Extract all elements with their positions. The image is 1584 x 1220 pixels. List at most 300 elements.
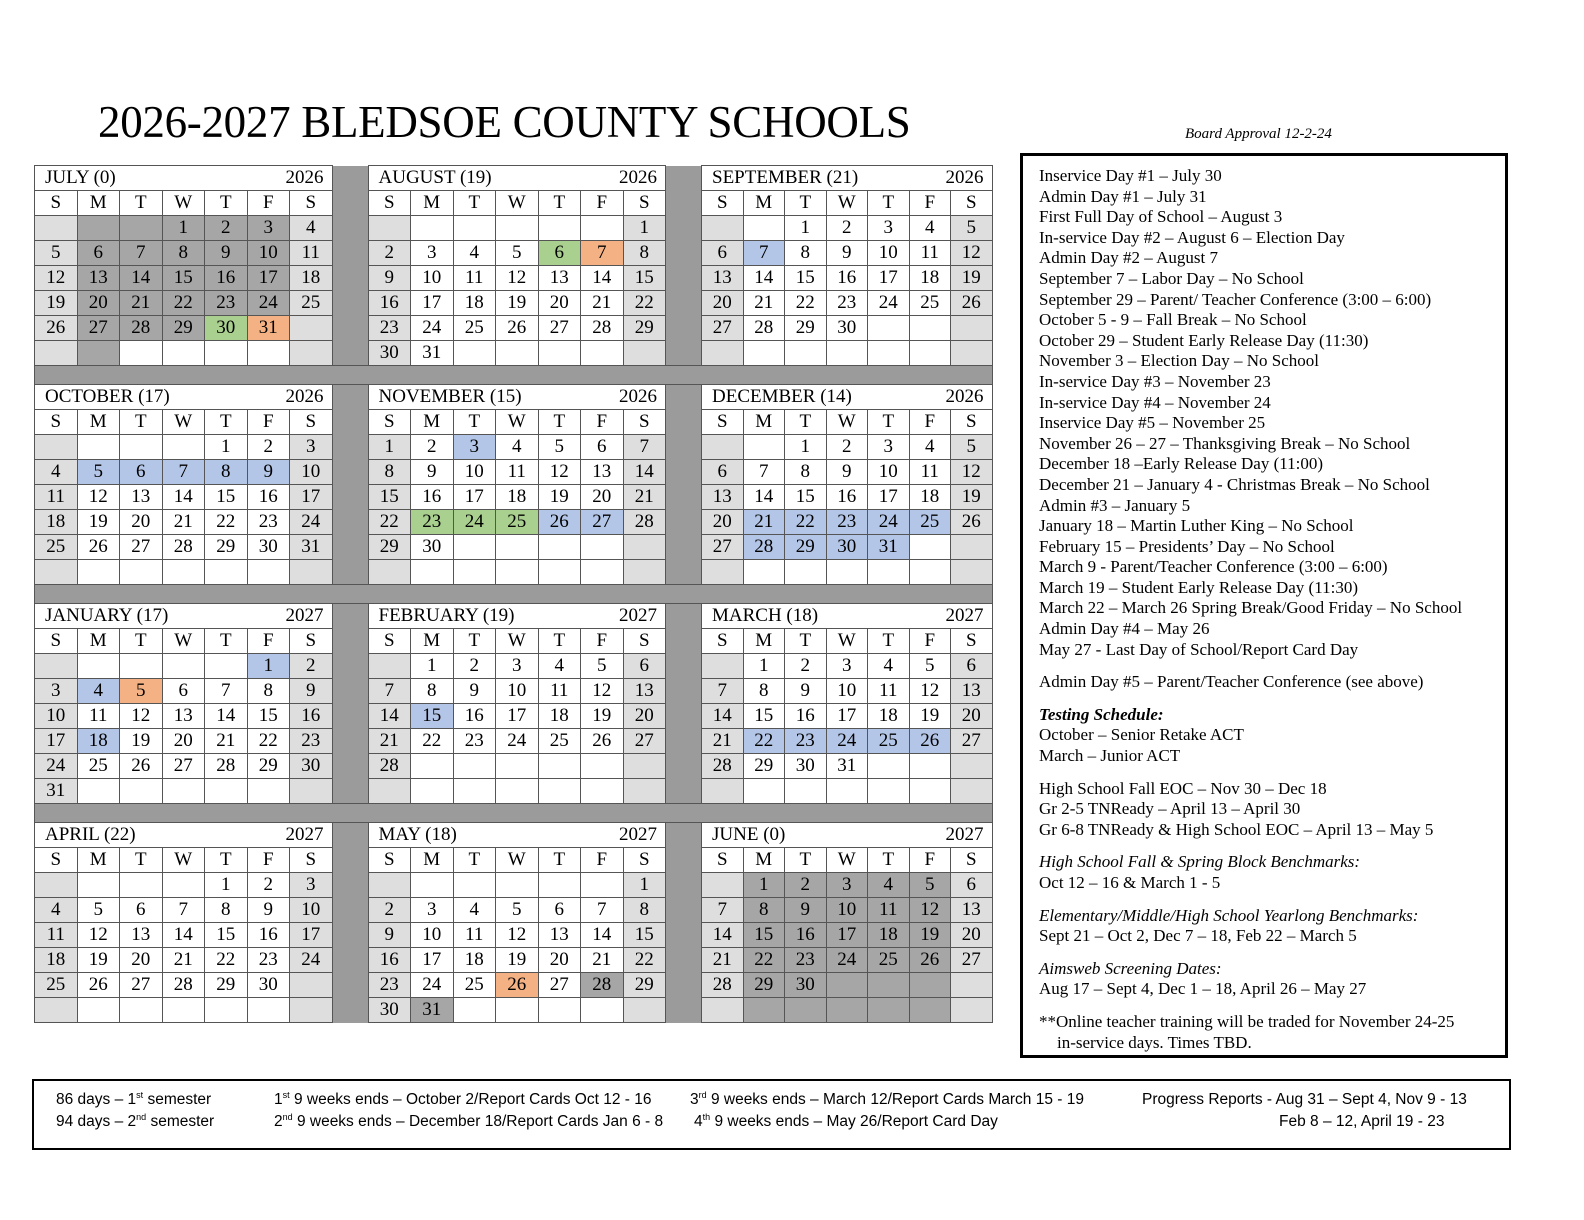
day-cell: 5 <box>496 898 539 923</box>
weekday-header: M <box>77 410 120 435</box>
day-cell: 7 <box>702 679 744 704</box>
day-cell: 13 <box>951 898 993 923</box>
day-cell <box>496 873 539 898</box>
day-cell: 3 <box>290 435 333 460</box>
day-cell: 31 <box>868 535 910 560</box>
day-cell: 27 <box>120 973 163 998</box>
day-cell: 24 <box>290 510 333 535</box>
day-cell: 21 <box>623 485 666 510</box>
month-name: MARCH (18) <box>712 605 819 626</box>
day-cell: 14 <box>120 266 163 291</box>
note-line: Aug 17 – Sept 4, Dec 1 – 18, April 26 – May 27 <box>1039 979 1367 999</box>
semester-2-days: 94 days – 2nd semester <box>56 1111 215 1130</box>
day-cell <box>581 754 624 779</box>
day-cell <box>77 654 120 679</box>
day-cell <box>77 873 120 898</box>
note-line: October 5 - 9 – Fall Break – No School <box>1039 310 1307 330</box>
day-cell: 24 <box>826 729 868 754</box>
day-cell: 9 <box>368 923 411 948</box>
day-cell <box>951 535 993 560</box>
day-cell: 15 <box>785 266 827 291</box>
note-line: Aimsweb Screening Dates: <box>1039 958 1222 978</box>
day-cell <box>411 216 454 241</box>
month-title <box>368 604 666 629</box>
day-cell: 6 <box>538 241 581 266</box>
month-title <box>702 604 993 629</box>
note-line: In-service Day #3 – November 23 <box>1039 371 1271 391</box>
day-cell: 3 <box>496 654 539 679</box>
day-cell: 30 <box>785 973 827 998</box>
day-cell: 17 <box>290 923 333 948</box>
column-separator <box>666 823 702 1023</box>
note-line: Inservice Day #5 – November 25 <box>1039 413 1266 433</box>
weekday-header: T <box>785 848 827 873</box>
day-cell: 2 <box>368 898 411 923</box>
day-cell: 1 <box>247 654 290 679</box>
day-cell: 19 <box>951 485 993 510</box>
note-line: May 27 - Last Day of School/Report Card Day <box>1039 639 1359 659</box>
day-cell: 28 <box>581 316 624 341</box>
day-cell: 10 <box>290 460 333 485</box>
day-cell: 26 <box>581 729 624 754</box>
day-cell <box>743 435 785 460</box>
day-cell: 24 <box>868 510 910 535</box>
day-cell: 4 <box>868 873 910 898</box>
day-cell <box>453 535 496 560</box>
day-cell: 31 <box>411 341 454 366</box>
note-line: High School Fall & Spring Block Benchmarks: <box>1039 852 1361 872</box>
day-cell: 14 <box>581 923 624 948</box>
day-cell <box>290 316 333 341</box>
month-name: AUGUST (19) <box>378 167 492 188</box>
day-cell: 2 <box>368 241 411 266</box>
day-cell: 25 <box>35 973 78 998</box>
weekday-header: W <box>162 191 205 216</box>
day-cell: 7 <box>205 679 248 704</box>
day-cell <box>623 535 666 560</box>
day-cell: 20 <box>702 510 744 535</box>
day-cell: 15 <box>368 485 411 510</box>
day-cell: 30 <box>247 535 290 560</box>
day-cell: 18 <box>453 948 496 973</box>
day-cell <box>581 535 624 560</box>
day-cell: 2 <box>453 654 496 679</box>
weekday-header: W <box>162 629 205 654</box>
day-cell: 7 <box>162 898 205 923</box>
day-cell <box>453 779 496 804</box>
day-cell: 4 <box>909 216 951 241</box>
day-cell: 4 <box>868 654 910 679</box>
day-cell <box>496 535 539 560</box>
day-cell: 16 <box>826 266 868 291</box>
day-cell: 25 <box>77 754 120 779</box>
day-cell: 23 <box>826 291 868 316</box>
weekday-header: S <box>35 848 78 873</box>
day-cell: 3 <box>411 898 454 923</box>
weekday-header: M <box>743 191 785 216</box>
day-cell <box>162 560 205 585</box>
day-cell: 22 <box>623 948 666 973</box>
day-cell: 2 <box>411 435 454 460</box>
note-line: Oct 12 – 16 & March 1 - 5 <box>1039 873 1221 892</box>
day-cell: 30 <box>411 535 454 560</box>
day-cell: 3 <box>868 435 910 460</box>
day-cell: 8 <box>205 460 248 485</box>
day-cell: 1 <box>368 435 411 460</box>
day-cell <box>290 779 333 804</box>
day-cell <box>162 873 205 898</box>
day-cell: 8 <box>368 460 411 485</box>
day-cell: 29 <box>785 535 827 560</box>
day-cell <box>120 873 163 898</box>
day-cell: 17 <box>868 266 910 291</box>
day-cell: 7 <box>581 898 624 923</box>
day-cell: 15 <box>247 704 290 729</box>
row-separator <box>35 585 993 604</box>
weekday-header: M <box>411 629 454 654</box>
day-cell: 29 <box>623 316 666 341</box>
weekday-header: W <box>496 848 539 873</box>
day-cell <box>868 754 910 779</box>
weekday-header: S <box>623 191 666 216</box>
day-cell <box>290 998 333 1023</box>
weekday-header: S <box>623 410 666 435</box>
day-cell <box>411 873 454 898</box>
day-cell: 13 <box>702 266 744 291</box>
note-line: December 21 – January 4 - Christmas Break – No School <box>1039 474 1430 494</box>
note-line: September 29 – Parent/ Teacher Conference (3:00 – 6:00) <box>1039 289 1432 309</box>
day-cell: 12 <box>77 923 120 948</box>
day-cell: 21 <box>162 510 205 535</box>
day-cell: 16 <box>247 485 290 510</box>
day-cell <box>453 998 496 1023</box>
day-cell: 3 <box>868 216 910 241</box>
day-cell <box>411 754 454 779</box>
note-line: First Full Day of School – August 3 <box>1039 207 1283 227</box>
page-title: 2026-2027 BLEDSOE COUNTY SCHOOLS <box>98 97 911 147</box>
day-cell: 9 <box>453 679 496 704</box>
day-cell <box>702 560 744 585</box>
day-cell: 31 <box>290 535 333 560</box>
day-cell <box>35 435 78 460</box>
weekday-header: T <box>205 191 248 216</box>
day-cell: 13 <box>538 266 581 291</box>
day-cell: 1 <box>785 435 827 460</box>
day-cell <box>162 341 205 366</box>
day-cell: 15 <box>411 704 454 729</box>
note-line: High School Fall EOC – Nov 30 – Dec 18 <box>1039 778 1327 798</box>
day-cell: 14 <box>205 704 248 729</box>
day-cell: 15 <box>205 923 248 948</box>
weekday-header: T <box>538 629 581 654</box>
day-cell: 9 <box>826 241 868 266</box>
day-cell: 30 <box>368 341 411 366</box>
day-cell: 7 <box>743 241 785 266</box>
note-line: October 29 – Student Early Release Day (11:30) <box>1039 330 1369 350</box>
weekday-header: W <box>826 410 868 435</box>
day-cell: 5 <box>538 435 581 460</box>
day-cell: 21 <box>743 291 785 316</box>
day-cell: 12 <box>951 460 993 485</box>
day-cell: 8 <box>205 898 248 923</box>
day-cell <box>623 341 666 366</box>
weekday-header: T <box>120 410 163 435</box>
day-cell: 15 <box>162 266 205 291</box>
day-cell: 18 <box>35 510 78 535</box>
quarter-1-end: 1st 9 weeks ends – October 2/Report Cards Oct 12 - 16 <box>274 1089 652 1108</box>
day-cell: 9 <box>247 898 290 923</box>
day-cell: 21 <box>581 948 624 973</box>
day-cell: 20 <box>951 923 993 948</box>
day-cell: 22 <box>743 729 785 754</box>
day-cell: 4 <box>496 435 539 460</box>
day-cell: 26 <box>77 535 120 560</box>
weekday-header: W <box>826 629 868 654</box>
day-cell: 12 <box>496 266 539 291</box>
day-cell: 11 <box>496 460 539 485</box>
day-cell <box>785 560 827 585</box>
day-cell <box>702 435 744 460</box>
day-cell: 26 <box>35 316 78 341</box>
day-cell <box>162 779 205 804</box>
weekday-header: W <box>496 191 539 216</box>
day-cell <box>826 341 868 366</box>
weekday-header: M <box>411 848 454 873</box>
day-cell <box>35 873 78 898</box>
day-cell: 19 <box>496 948 539 973</box>
day-cell: 6 <box>120 460 163 485</box>
day-cell <box>538 560 581 585</box>
day-cell: 20 <box>951 704 993 729</box>
month-year: 2027 <box>619 605 657 626</box>
day-cell <box>785 998 827 1023</box>
quarter-4-end: 4th 9 weeks ends – May 26/Report Card Day <box>694 1111 998 1130</box>
weekday-header: W <box>162 410 205 435</box>
weekday-header: F <box>909 848 951 873</box>
month-year: 2026 <box>619 386 657 407</box>
day-cell: 17 <box>290 485 333 510</box>
day-cell <box>496 560 539 585</box>
day-cell <box>951 973 993 998</box>
day-cell: 22 <box>785 510 827 535</box>
day-cell: 26 <box>909 948 951 973</box>
day-cell <box>538 873 581 898</box>
weekday-header: S <box>368 629 411 654</box>
day-cell: 22 <box>205 510 248 535</box>
note-line: March 22 – March 26 Spring Break/Good Friday – No School <box>1039 598 1463 618</box>
weekday-header: S <box>702 629 744 654</box>
day-cell: 22 <box>205 948 248 973</box>
notes-gap <box>1039 840 1505 852</box>
day-cell: 25 <box>35 535 78 560</box>
weekday-header: S <box>290 410 333 435</box>
day-cell: 8 <box>162 241 205 266</box>
weekday-header: T <box>120 848 163 873</box>
weekday-header: T <box>785 629 827 654</box>
board-approval: Board Approval 12-2-24 <box>1185 126 1332 142</box>
day-cell: 23 <box>205 291 248 316</box>
day-cell: 29 <box>623 973 666 998</box>
month-title <box>35 823 333 848</box>
day-cell <box>538 535 581 560</box>
day-cell: 2 <box>247 873 290 898</box>
weekday-header: S <box>290 848 333 873</box>
day-cell <box>205 654 248 679</box>
day-cell: 14 <box>368 704 411 729</box>
weekday-header: F <box>909 191 951 216</box>
weekday-header: F <box>581 629 624 654</box>
weekday-header: T <box>538 410 581 435</box>
day-cell: 16 <box>453 704 496 729</box>
day-cell <box>368 779 411 804</box>
day-cell: 29 <box>162 316 205 341</box>
day-cell: 24 <box>247 291 290 316</box>
day-cell: 1 <box>623 216 666 241</box>
day-cell: 18 <box>909 266 951 291</box>
day-cell: 6 <box>951 654 993 679</box>
day-cell: 29 <box>205 973 248 998</box>
day-cell <box>496 341 539 366</box>
notes-gap <box>1039 660 1505 672</box>
day-cell: 20 <box>162 729 205 754</box>
day-cell: 19 <box>77 948 120 973</box>
day-cell: 16 <box>785 923 827 948</box>
day-cell: 3 <box>826 873 868 898</box>
day-cell: 17 <box>826 704 868 729</box>
weekday-header: S <box>35 191 78 216</box>
column-separator <box>332 604 368 804</box>
day-cell: 24 <box>290 948 333 973</box>
column-separator <box>666 604 702 804</box>
day-cell: 13 <box>77 266 120 291</box>
day-cell: 5 <box>77 898 120 923</box>
day-cell <box>538 216 581 241</box>
note-line: **Online teacher training will be traded for November 24-25 <box>1039 1011 1455 1031</box>
day-cell: 22 <box>247 729 290 754</box>
day-cell <box>453 216 496 241</box>
day-cell: 5 <box>581 654 624 679</box>
day-cell: 13 <box>120 485 163 510</box>
day-cell <box>909 779 951 804</box>
day-cell: 23 <box>247 510 290 535</box>
day-cell: 10 <box>826 679 868 704</box>
day-cell: 25 <box>453 973 496 998</box>
day-cell: 19 <box>77 510 120 535</box>
weekday-header: S <box>702 848 744 873</box>
note-line: Inservice Day #1 – July 30 <box>1039 166 1222 185</box>
day-cell: 21 <box>162 948 205 973</box>
day-cell <box>162 654 205 679</box>
weekday-header: T <box>453 848 496 873</box>
day-cell: 11 <box>35 485 78 510</box>
day-cell: 28 <box>120 316 163 341</box>
day-cell <box>623 779 666 804</box>
day-cell: 5 <box>35 241 78 266</box>
day-cell: 9 <box>247 460 290 485</box>
day-cell <box>35 341 78 366</box>
day-cell <box>247 560 290 585</box>
day-cell: 10 <box>453 460 496 485</box>
day-cell: 15 <box>623 923 666 948</box>
day-cell: 3 <box>826 654 868 679</box>
day-cell <box>120 998 163 1023</box>
day-cell: 31 <box>247 316 290 341</box>
weekday-header: T <box>120 191 163 216</box>
day-cell <box>868 998 910 1023</box>
note-line: January 18 – Martin Luther King – No School <box>1039 516 1354 536</box>
day-cell: 25 <box>868 948 910 973</box>
day-cell <box>951 316 993 341</box>
weekday-header: T <box>205 629 248 654</box>
day-cell: 5 <box>77 460 120 485</box>
notes-gap <box>1039 894 1505 906</box>
day-cell <box>496 998 539 1023</box>
month-title <box>35 385 333 410</box>
day-cell: 30 <box>826 535 868 560</box>
day-cell <box>581 873 624 898</box>
day-cell: 17 <box>411 291 454 316</box>
day-cell: 31 <box>826 754 868 779</box>
weekday-header: F <box>247 848 290 873</box>
day-cell: 27 <box>951 948 993 973</box>
day-cell <box>909 754 951 779</box>
weekday-header: S <box>35 629 78 654</box>
day-cell <box>702 873 744 898</box>
month-year: 2027 <box>285 824 324 845</box>
day-cell: 18 <box>909 485 951 510</box>
day-cell <box>120 654 163 679</box>
day-cell <box>868 316 910 341</box>
month-year: 2027 <box>285 605 324 626</box>
day-cell: 30 <box>368 998 411 1023</box>
day-cell <box>702 654 744 679</box>
day-cell <box>581 560 624 585</box>
day-cell: 19 <box>909 923 951 948</box>
weekday-header: W <box>496 410 539 435</box>
day-cell: 27 <box>538 316 581 341</box>
note-line: Gr 2-5 TNReady – April 13 – April 30 <box>1039 799 1301 819</box>
day-cell: 20 <box>581 485 624 510</box>
day-cell: 7 <box>743 460 785 485</box>
column-separator <box>332 385 368 585</box>
day-cell: 21 <box>205 729 248 754</box>
day-cell: 31 <box>411 998 454 1023</box>
day-cell: 3 <box>290 873 333 898</box>
day-cell: 20 <box>77 291 120 316</box>
day-cell: 4 <box>77 679 120 704</box>
day-cell: 13 <box>538 923 581 948</box>
month-name: DECEMBER (14) <box>712 386 852 407</box>
day-cell <box>205 779 248 804</box>
day-cell <box>743 341 785 366</box>
day-cell: 16 <box>368 291 411 316</box>
day-cell <box>538 779 581 804</box>
day-cell <box>290 341 333 366</box>
day-cell: 17 <box>35 729 78 754</box>
day-cell: 27 <box>77 316 120 341</box>
day-cell <box>623 560 666 585</box>
day-cell <box>77 435 120 460</box>
weekday-header: M <box>411 191 454 216</box>
day-cell <box>581 998 624 1023</box>
day-cell <box>120 435 163 460</box>
month-title <box>702 166 993 191</box>
day-cell: 23 <box>785 729 827 754</box>
note-line: March – Junior ACT <box>1039 746 1181 766</box>
day-cell: 12 <box>496 923 539 948</box>
day-cell <box>120 341 163 366</box>
month-year: 2026 <box>285 386 324 407</box>
